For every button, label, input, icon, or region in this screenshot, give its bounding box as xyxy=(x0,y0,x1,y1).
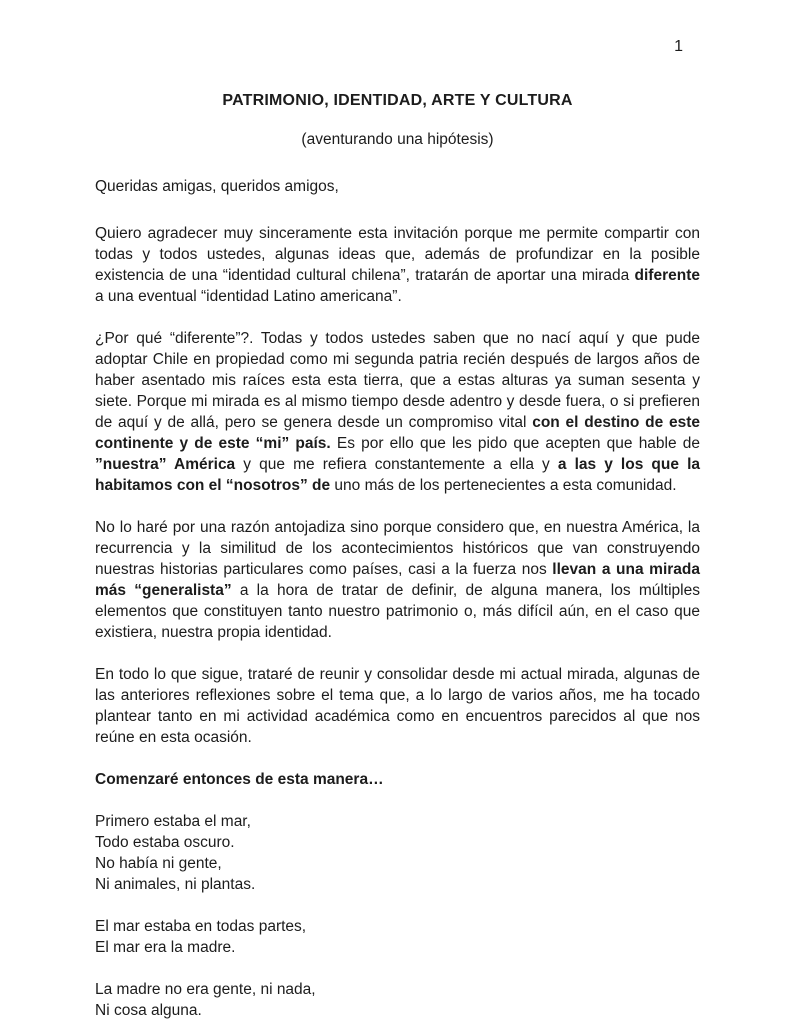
document-title: PATRIMONIO, IDENTIDAD, ARTE Y CULTURA xyxy=(222,92,573,109)
poem-line: El mar estaba en todas partes, xyxy=(95,918,307,935)
paragraph-3 xyxy=(95,517,700,643)
paragraph-4-run-1: En todo lo que sigue, trataré de reunir y consolidar desde mi actual mirada, algunas de las anteriores reflexiones sobre el tema que, a lo largo de varios años, me ha tocado plantear tanto en mi actividad académica como en encuentros parecidos al que nos reúne en esta ocasión. xyxy=(95,666,700,746)
paragraph-1-run-3: a una eventual “identidad Latino americana”. xyxy=(95,288,402,305)
paragraph-2 xyxy=(95,328,700,496)
lead-in-line: Comenzaré entonces de esta manera… xyxy=(95,771,384,788)
paragraph-2-run-7: uno más de los pertenecientes a esta comunidad. xyxy=(330,477,677,494)
poem-stanza-3 xyxy=(95,979,700,1021)
poem-line: Ni animales, ni plantas. xyxy=(95,876,256,893)
page-number: 1 xyxy=(674,38,683,55)
document-subtitle: (aventurando una hipótesis) xyxy=(301,131,494,148)
paragraph-1 xyxy=(95,223,700,307)
paragraph-2-run-6-bold: a las y los que la habitamos con el “nosotros” de xyxy=(95,456,700,494)
poem-line: Todo estaba oscuro. xyxy=(95,834,235,851)
poem-line: Primero estaba el mar, xyxy=(95,813,251,830)
paragraph-4 xyxy=(95,664,700,748)
salutation: Queridas amigas, queridos amigos, xyxy=(95,178,339,195)
poem-line: Ni cosa alguna. xyxy=(95,1002,202,1019)
poem-line: La madre no era gente, ni nada, xyxy=(95,981,316,998)
poem-stanza-1 xyxy=(95,811,700,895)
paragraph-2-run-5: y que me refiera constantemente a ella y xyxy=(235,456,558,473)
paragraph-3-run-3: a la hora de tratar de definir, de alguna manera, los múltiples elementos que constituyen tanto nuestro patrimonio o, más difícil aún, en el caso que existiera, nuestra propia identidad. xyxy=(95,582,700,641)
paragraph-2-run-2-bold: con el destino de este continente y de este “mi” país. xyxy=(95,414,700,452)
paragraph-3-run-1: No lo haré por una razón antojadiza sino porque considero que, en nuestra América, la recurrencia y la similitud de los acontecimientos históricos que van construyendo nuestras historias particulares como países, casi a la fuerza nos xyxy=(95,519,700,578)
paragraph-1-run-2-bold: diferente xyxy=(634,267,700,284)
paragraph-1-run-1: Quiero agradecer muy sinceramente esta invitación porque me permite compartir con todas y todos ustedes, algunas ideas que, además de profundizar en la posible existencia de una “identidad cultural chilena”, tratarán de aportar una mirada xyxy=(95,225,700,284)
paragraph-2-run-3: Es por ello que les pido que acepten que hable de xyxy=(330,435,701,452)
paragraph-2-run-4-bold: ”nuestra” América xyxy=(95,456,236,473)
poem-line: El mar era la madre. xyxy=(95,939,236,956)
paragraph-3-run-2-bold: llevan a una mirada más “generalista” xyxy=(95,561,700,599)
poem-line: No había ni gente, xyxy=(95,855,222,872)
paragraph-2-run-1: ¿Por qué “diferente”?. Todas y todos ustedes saben que no nací aquí y que pude adoptar Chile en propiedad como mi segunda patria recién después de largos años de haber asentado mis raíces esta esta tierra, que a estas alturas ya suman sesenta y siete. Porque mi mirada es al mismo tiempo desde adentro y desde fuera, o si prefieren de aquí y de allá, pero se genera desde un compromiso vital xyxy=(95,330,700,431)
poem-stanza-2 xyxy=(95,916,700,958)
